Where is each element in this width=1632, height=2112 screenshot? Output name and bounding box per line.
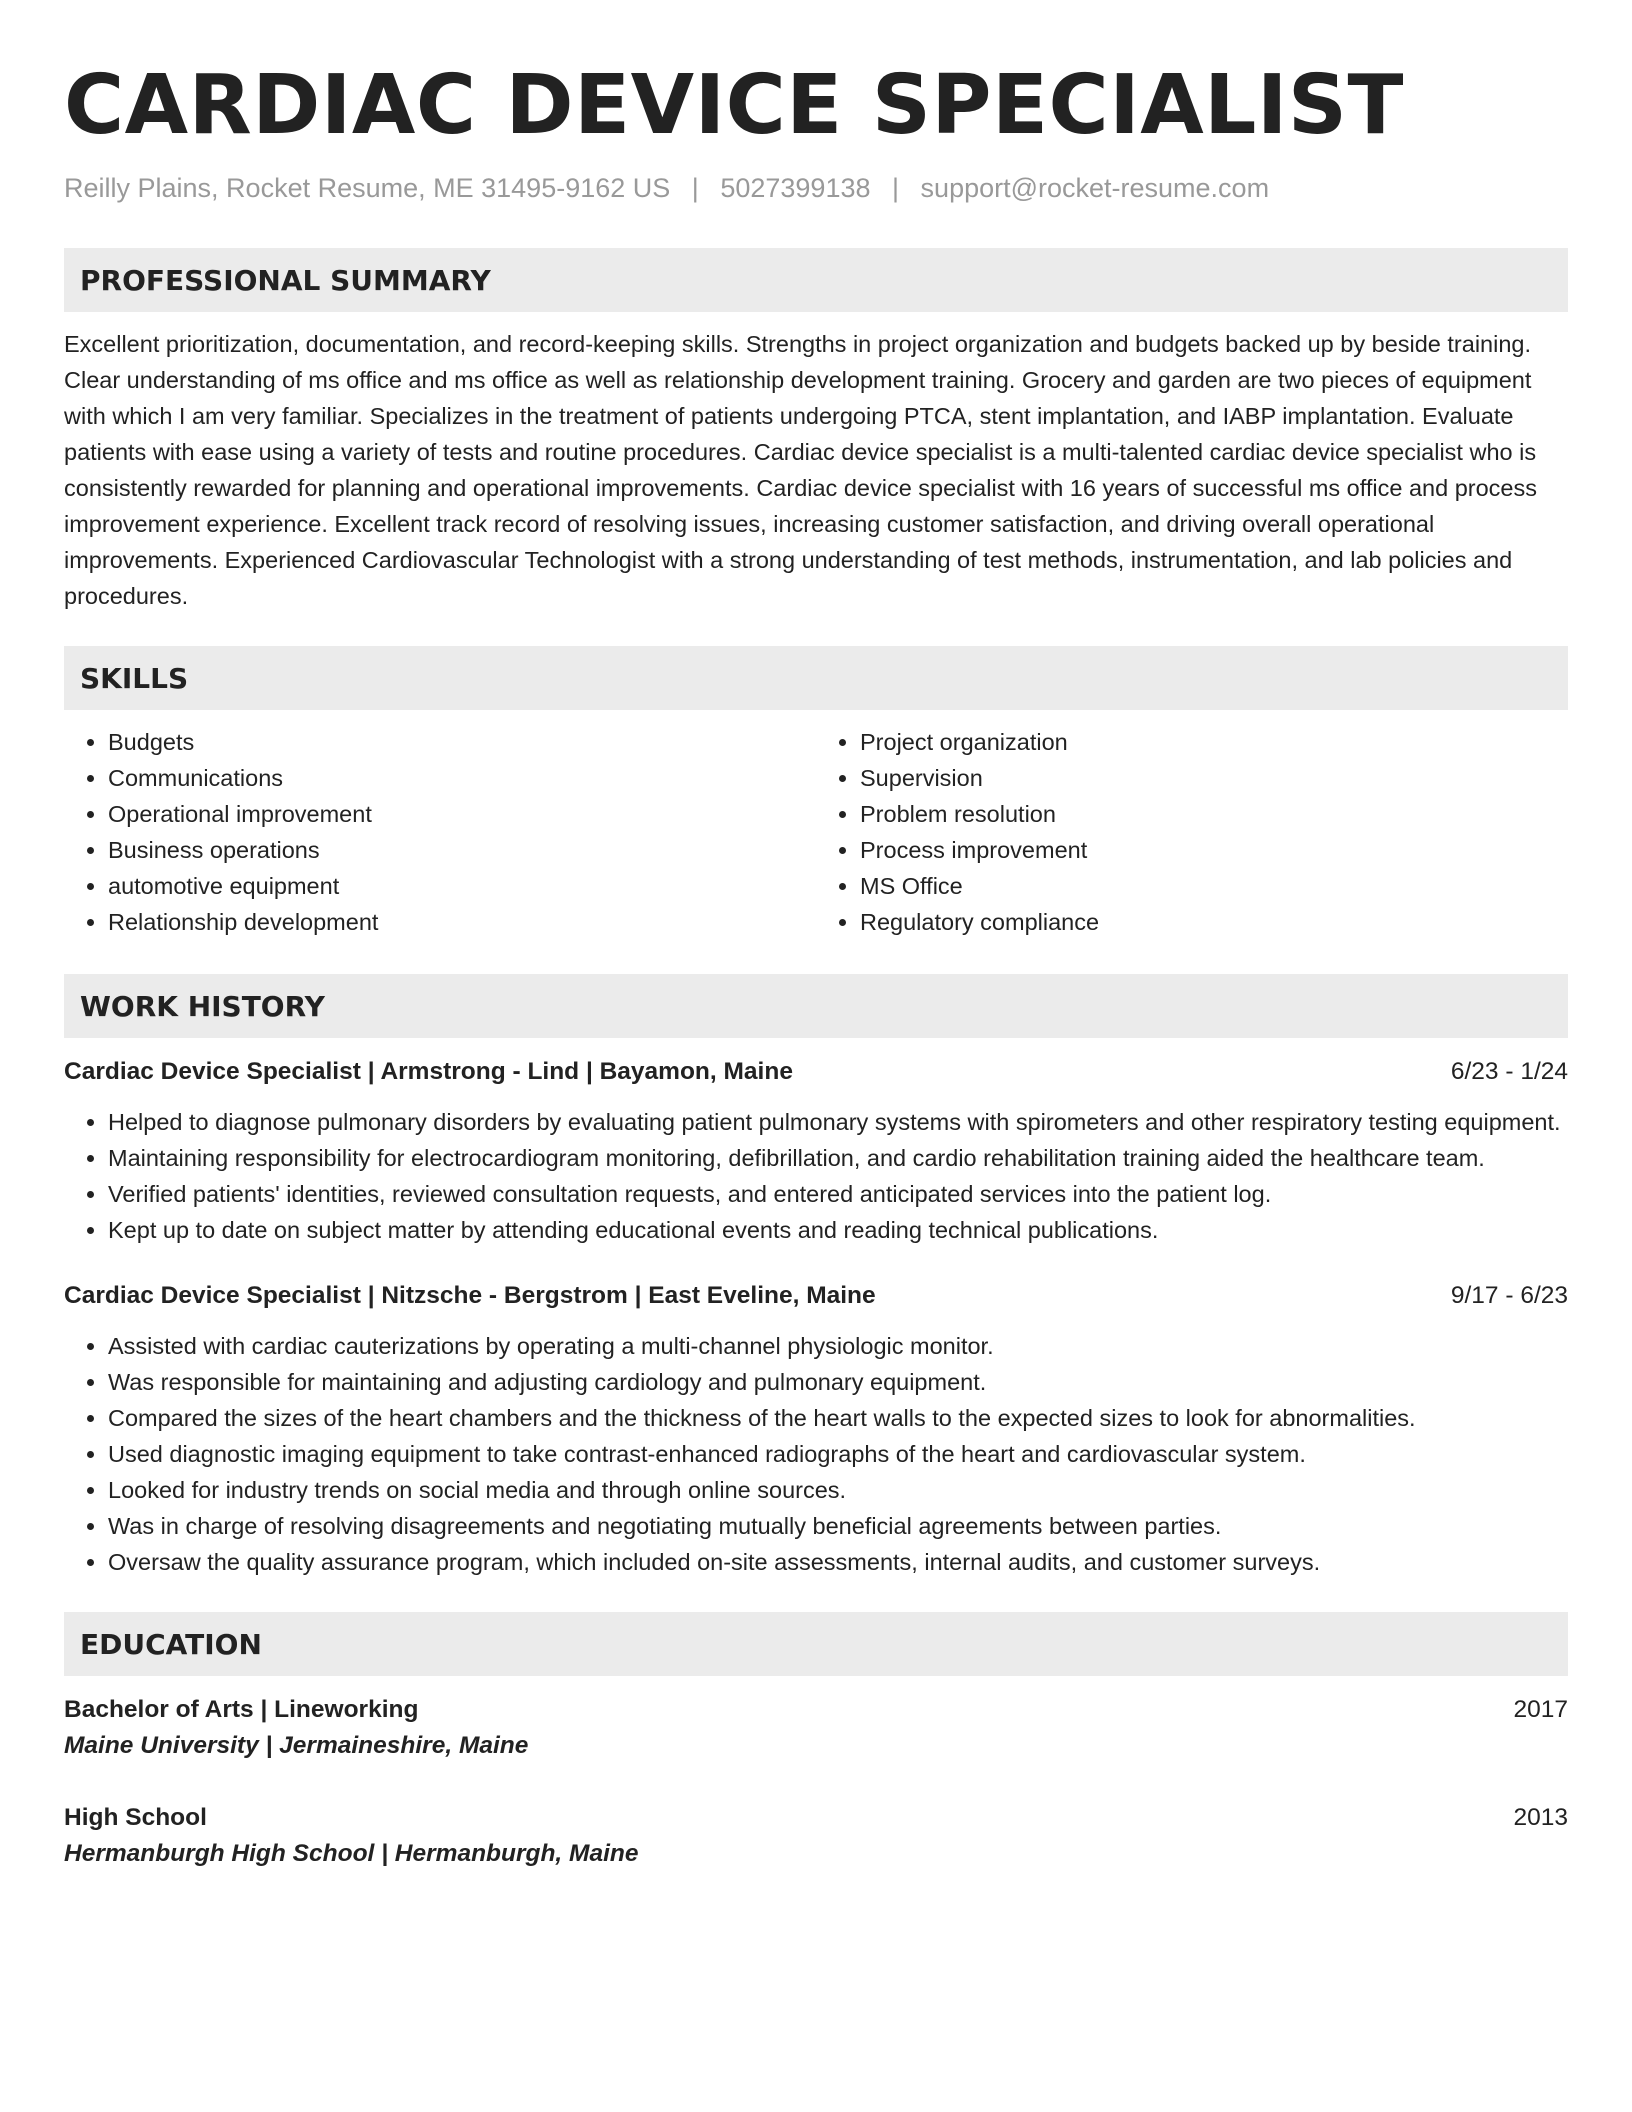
- job-header: [64, 1054, 1568, 1090]
- skill-item: • Communications: [108, 760, 816, 796]
- job-bullet: • Maintaining responsibility for electrocardiogram monitoring, defibrillation, and cardio rehabilitation training aided the healthcare team.: [108, 1140, 1568, 1176]
- contact-address: Reilly Plains, Rocket Resume, ME 31495-9162 US: [64, 173, 671, 203]
- education-year: 2017: [1513, 1696, 1568, 1723]
- education-degree: Bachelor of Arts | Lineworking: [64, 1696, 419, 1723]
- skill-item: • Budgets: [108, 724, 816, 760]
- education-entry: [64, 1692, 1568, 1764]
- job-bullet: • Assisted with cardiac cauterizations by operating a multi-channel physiologic monitor.: [108, 1328, 1568, 1364]
- education-school: Hermanburgh High School | Hermanburgh, Maine: [64, 1840, 639, 1867]
- summary-heading: PROFESSIONAL SUMMARY: [80, 263, 491, 297]
- work-section-header: [64, 974, 1568, 1038]
- contact-email: support@rocket-resume.com: [920, 173, 1270, 203]
- education-header: [64, 1692, 1568, 1728]
- job-header: [64, 1278, 1568, 1314]
- education-school: Maine University | Jermaineshire, Maine: [64, 1732, 529, 1759]
- contact-line: [64, 170, 1568, 206]
- job-entry: [64, 1054, 1568, 1248]
- skill-item: • MS Office: [860, 868, 1568, 904]
- skill-item: • Problem resolution: [860, 796, 1568, 832]
- skills-section-header: [64, 646, 1568, 710]
- education-degree: High School: [64, 1804, 207, 1831]
- job-bullet: • Was in charge of resolving disagreements and negotiating mutually beneficial agreements between parties.: [108, 1508, 1568, 1544]
- summary-text: Excellent prioritization, documentation, and record-keeping skills. Strengths in project organization and budgets backed up by beside training. Clear understanding of ms office and ms office as well as relationship development training. Grocery and garden are two pieces of equipment with which I am very familiar. Specializes in the treatment of patients undergoing PTCA, stent implantation, and IABP implantation. Evaluate patients with ease using a variety of tests and routine procedures. Cardiac device specialist is a multi-talented cardiac device specialist who is consistently rewarded for planning and operational improvements. Cardiac device specialist with 16 years of successful ms office and process improvement experience. Excellent track record of resolving issues, increasing customer satisfaction, and driving overall operational improvements. Experienced Cardiovascular Technologist with a strong understanding of test methods, instrumentation, and lab policies and procedures.: [64, 331, 1537, 609]
- contact-separator: |: [691, 173, 699, 203]
- job-entry: [64, 1278, 1568, 1580]
- skills-grid: [64, 724, 1568, 940]
- job-dates: 9/17 - 6/23: [1450, 1282, 1568, 1309]
- education-section-header: [64, 1612, 1568, 1676]
- summary-section-header: [64, 248, 1568, 312]
- job-bullet: • Helped to diagnose pulmonary disorders by evaluating patient pulmonary systems with spirometers and other respiratory testing equipment.: [108, 1104, 1568, 1140]
- job-bullet: • Verified patients' identities, reviewed consultation requests, and entered anticipated services into the patient log.: [108, 1176, 1568, 1212]
- skill-item: • Process improvement: [860, 832, 1568, 868]
- job-bullet: • Was responsible for maintaining and adjusting cardiology and pulmonary equipment.: [108, 1364, 1568, 1400]
- resume-title: CARDIAC DEVICE SPECIALIST: [64, 58, 1404, 153]
- skill-item: • Business operations: [108, 832, 816, 868]
- job-bullet: • Kept up to date on subject matter by attending educational events and reading technical publications.: [108, 1212, 1568, 1248]
- skill-item: • Operational improvement: [108, 796, 816, 832]
- education-header: [64, 1800, 1568, 1836]
- education-entry: [64, 1800, 1568, 1872]
- work-heading: WORK HISTORY: [80, 989, 325, 1023]
- skill-item: • Supervision: [860, 760, 1568, 796]
- job-title: Cardiac Device Specialist | Nitzsche - Bergstrom | East Eveline, Maine: [64, 1282, 876, 1309]
- job-bullet: • Oversaw the quality assurance program, which included on-site assessments, internal audits, and customer surveys.: [108, 1544, 1568, 1580]
- skill-item: • automotive equipment: [108, 868, 816, 904]
- skills-column-left: [64, 724, 816, 940]
- job-bullet: • Looked for industry trends on social media and through online sources.: [108, 1472, 1568, 1508]
- job-title: Cardiac Device Specialist | Armstrong - Lind | Bayamon, Maine: [64, 1058, 793, 1085]
- contact-phone: 5027399138: [720, 173, 871, 203]
- job-bullet: • Compared the sizes of the heart chambers and the thickness of the heart walls to the expected sizes to look for abnormalities.: [108, 1400, 1568, 1436]
- job-bullet: • Used diagnostic imaging equipment to take contrast-enhanced radiographs of the heart and cardiovascular system.: [108, 1436, 1568, 1472]
- skill-item: • Regulatory compliance: [860, 904, 1568, 940]
- skill-item: • Relationship development: [108, 904, 816, 940]
- education-heading: EDUCATION: [80, 1627, 262, 1661]
- skill-item: • Project organization: [860, 724, 1568, 760]
- education-year: 2013: [1513, 1804, 1568, 1831]
- job-bullets: [64, 1328, 1568, 1580]
- skills-column-right: [816, 724, 1568, 940]
- skills-heading: SKILLS: [80, 661, 189, 695]
- contact-separator: |: [892, 173, 900, 203]
- job-dates: 6/23 - 1/24: [1450, 1058, 1568, 1085]
- job-bullets: [64, 1104, 1568, 1248]
